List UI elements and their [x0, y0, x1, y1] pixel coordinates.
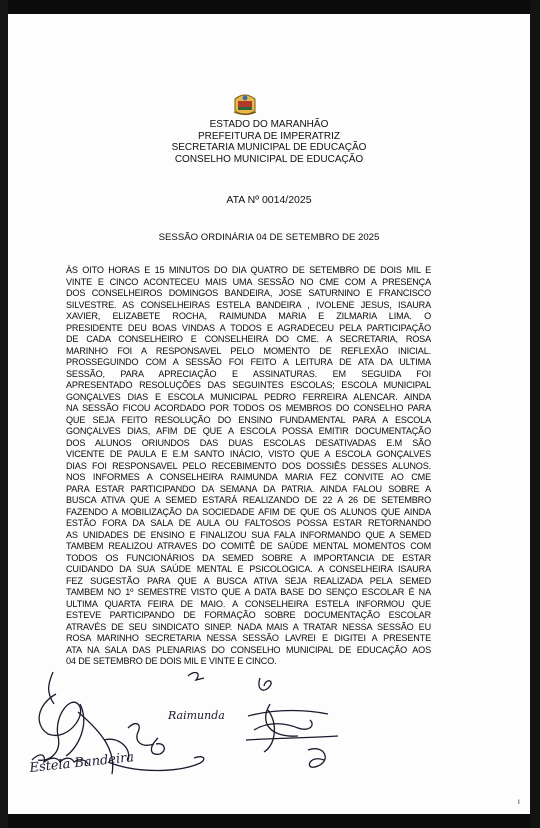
- body-line: MARINHO FOI A RESPONSAVEL PELO MOMENTO DE REFLEXÃO INICIAL.: [66, 345, 431, 356]
- body-line: VINTE E CINCO ACONTECEU MAIS UMA SESSÃO NO CME COM A PRESENÇA: [66, 276, 431, 287]
- body-line: ESTEVE PARTICIPANDO DE FORMAÇÃO SOBRE DOCUMENTAÇÃO ESCOLAR: [66, 610, 431, 620]
- body-line: NA SESSÃO FICOU ACORDADO POR TODOS OS MEMBROS DO CONSELHO PARA: [66, 403, 431, 413]
- signature-estela-text: Estela Bandeira: [28, 750, 135, 776]
- body-line: ATRAVÉS DE SEU SINDICATO SINEP. NADA MAIS A TRATAR NESSA SESSÃO EU: [66, 621, 431, 632]
- body-line: PROSSEGUINDO COM A SESSÃO FOI FEITO A LEITURA DE ATA DA ULTIMA: [66, 357, 431, 367]
- signature-zilmaria: [188, 673, 298, 737]
- page-corner-mark: ı: [517, 797, 520, 806]
- body-line: FEZ SUGESTÃO PARA QUE A BUSCA ATIVA SEJA REALIZADA PELA SEMED: [66, 575, 431, 586]
- body-line: ÀS OITO HORAS E 15 MINUTOS DO DIA QUATRO DE SETEMBRO DE DOIS MIL E: [66, 265, 431, 275]
- body-line: DIAS FOI RESPONSAVEL PELO RECEBIMENTO DOS DOSSIÊS DESSES ALUNOS.: [66, 460, 431, 471]
- body-line: GONÇALVES DIAS, AFIM DE QUE A ESCOLA POSSA EMITIR DOCUMENTAÇÃO: [66, 426, 431, 436]
- body-line: ROSA MARINHO SECRETARIA NESSA SESSÃO LAVREI E DIGITEI A PRESENTE: [66, 633, 431, 643]
- body-line: DOS CONSELHEIROS DOMINGOS BANDEIRA, JOSE SATURNINO E FRANCISCO: [66, 288, 431, 298]
- body-line: PRESIDENTE DEU BOAS VINDAS A TODOS E AGRADECEU PELA PARTICIPAÇÃO: [66, 322, 431, 333]
- body-line: PARA ESTAR PARTICIPANDO DA SEMANA DA PATRIA. AINDA FALOU SOBRE A: [66, 483, 431, 494]
- municipal-seal-icon: [232, 90, 258, 116]
- header-prefecture: PREFEITURA DE IMPERATRIZ: [197, 130, 341, 142]
- signature-domingos: [308, 749, 325, 768]
- document-page: [8, 14, 530, 814]
- body-line: AS UNIDADES DE ENSINO E FINALIZOU SUA FALA INFORMANDO QUE A SEMED: [66, 529, 431, 540]
- screen-edge-right: [530, 0, 540, 828]
- body-line: VICENTE DE PAULA E E.M SANTO INÁCIO, VISTO QUE A ESCOLA GONÇALVES: [66, 449, 431, 459]
- body-line: TAMBEM REALIZOU ATRAVES DO COMITÊ DE SAÚDE MENTAL MOMENTOS COM: [66, 541, 431, 551]
- signature-isaura: [246, 710, 338, 752]
- signatures-area: [8, 664, 530, 814]
- body-line: 04 DE SETEMBRO DE DOIS MIL E VINTE E CINCO.: [66, 656, 277, 666]
- body-line: TODOS OS FUNCIONÁRIOS DA SEMED SOBRE A IMPORTANCIA DE ESTAR: [66, 552, 431, 563]
- header-secretariat: SECRETARIA MUNICIPAL DE EDUCAÇÃO: [171, 142, 367, 153]
- body-line: NOS INFORMES A CONSELHEIRA RAIMUNDA MARIA FEZ CONVITE AO CME: [66, 472, 431, 482]
- body-line: DOS ALUNOS ORIUNDOS DAS DUAS ESCOLAS DESATIVADAS E.M SÃO: [66, 437, 431, 448]
- body-line: ULTIMA QUARTA FEIRA DE MAIO. A CONSELHEIRA ESTELA INFORMOU QUE: [66, 598, 431, 609]
- session-title: SESSÃO ORDINÁRIA 04 DE SETEMBRO DE 2025: [158, 232, 380, 243]
- body-line: XAVIER, ELIZABETE ROCHA, RAIMUNDA MARIA E ZILMARIA LIMA. O: [66, 311, 431, 321]
- header-state: ESTADO DO MARANHÃO: [209, 119, 329, 130]
- body-line: CUIDANDO DA SUA SAÚDE MENTAL E PSICOLOGICA. A CONSELHEIRA ISAURA: [66, 564, 431, 574]
- body-line: APRESENTADO RESOLUÇÕES DAS SEGUINTES ESCOLAS; ESCOLA MUNICIPAL: [66, 380, 431, 390]
- body-line: BUSCA ATIVA QUE A SEMED ESTARÁ REALIZANDO DE 22 A 26 DE SETEMBRO: [66, 495, 431, 505]
- body-line: TAMBEM NO 1º SEMESTRE VISTO QUE A DATA BASE DO SENÇO ESCOLAR É NA: [66, 587, 431, 597]
- header-council: CONSELHO MUNICIPAL DE EDUCAÇÃO: [174, 153, 364, 165]
- screen-edge-left: [0, 0, 8, 828]
- minutes-body: [66, 265, 431, 668]
- signature-estela: [32, 672, 88, 764]
- body-line: FAZENDO A MOBILIZAÇÃO DA SOCIEDADE AFIM DE QUE OS ALUNOS QUE AINDA: [66, 506, 431, 517]
- body-line: ESTÃO FORA DA SALA DE AULA OU FALTOSOS POSSA ESTAR RETORNANDO: [66, 518, 431, 528]
- body-line: QUE SEJA FEITO RESOLUÇÃO DO ENSINO FUNDAMENTAL PARA A ESCOLA: [66, 414, 431, 425]
- body-line: GONÇALVES DIAS E ESCOLA MUNICIPAL PEDRO FERREIRA ALENCAR. AINDA: [66, 391, 431, 402]
- ata-number: ATA Nº 0014/2025: [226, 194, 312, 206]
- body-line: SILVESTRE. AS CONSELHEIRAS ESTELA BANDEIRA , IVOLENE JESUS, ISAURA: [66, 299, 431, 310]
- signature-raimunda-text: Raimunda: [168, 709, 225, 722]
- body-line: ATA NA SALA DAS PLENARIAS DO CONSELHO MUNICIPAL DE EDUCAÇÃO AOS: [66, 644, 431, 655]
- document-header: [8, 119, 530, 165]
- body-line: DE CADA CONSELHEIRO E CONSELHEIRA DO CME. A SECRETARIA, ROSA: [66, 334, 431, 344]
- body-line: SESSÃO, PARA APRECIAÇÃO E ASSINATURAS. EM SEGUIDA FOI: [66, 368, 431, 379]
